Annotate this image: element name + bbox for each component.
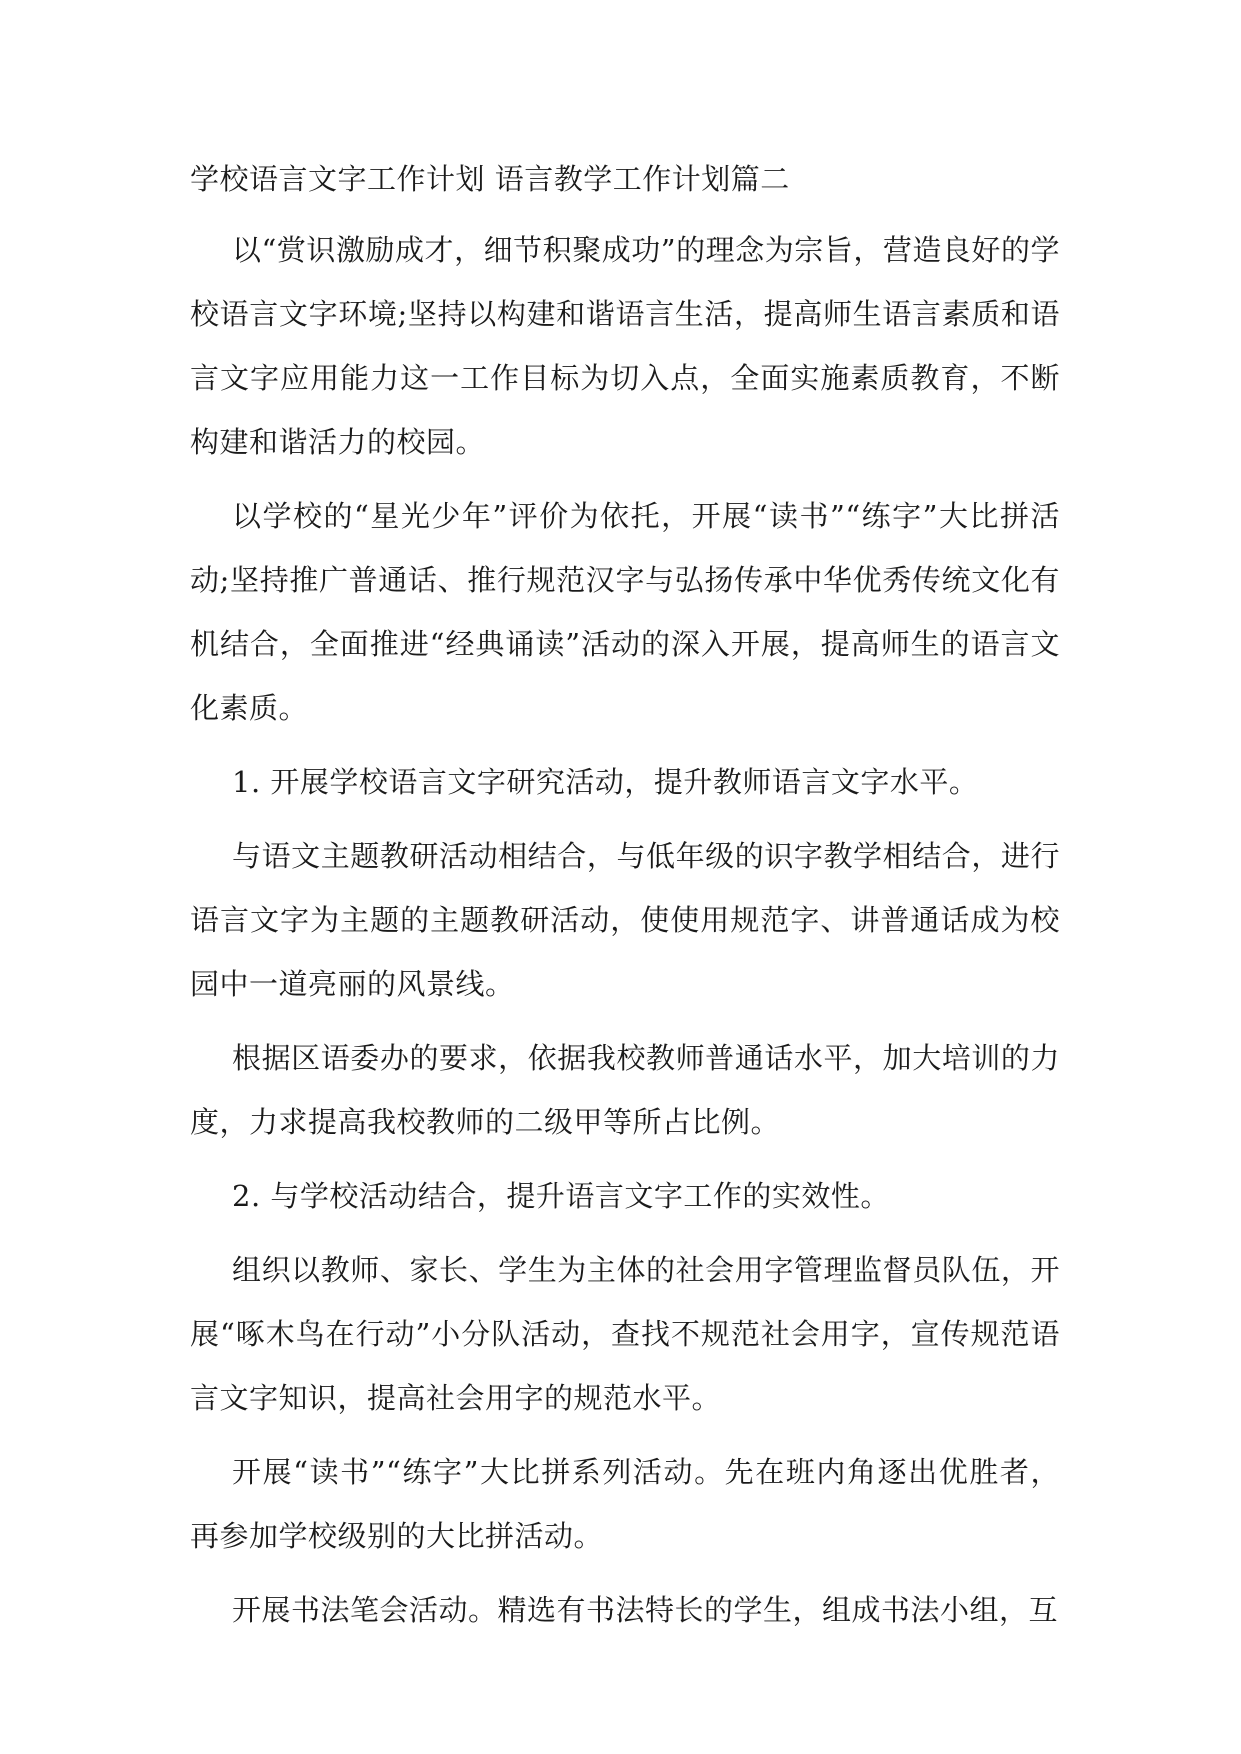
paragraph-1: 以“赏识激励成才，细节积聚成功”的理念为宗旨，营造良好的学校语言文字环境;坚持以构建和谐语言生活，提高师生语言素质和语言文字应用能力这一工作目标为切入点，全面实施素质教育，不断构建和谐活力的校园。 [190,233,1060,459]
paragraph-2: 以学校的“星光少年”评价为依托，开展“读书”“练字”大比拼活动;坚持推广普通话、推行规范汉字与弘扬传承中华优秀传统文化有机结合，全面推进“经典诵读”活动的深入开展，提高师生的语言文化素质。 [190,499,1060,725]
paragraph-6: 2. 与学校活动结合，提升语言文字工作的实效性。 [232,1179,890,1213]
paragraph-9: 开展书法笔会活动。精选有书法特长的学生，组成书法小组，互 [232,1593,1059,1627]
paragraph-3: 1. 开展学校语言文字研究活动，提升教师语言文字水平。 [232,765,979,799]
document-title: 学校语言文字工作计划 语言教学工作计划篇二 [190,162,790,196]
paragraph-4: 与语文主题教研活动相结合，与低年级的识字教学相结合，进行语言文字为主题的主题教研活动，使使用规范字、讲普通话成为校园中一道亮丽的风景线。 [190,839,1060,1001]
paragraph-5: 根据区语委办的要求，依据我校教师普通话水平，加大培训的力度，力求提高我校教师的二级甲等所占比例。 [190,1041,1060,1139]
paragraph-8: 开展“读书”“练字”大比拼系列活动。先在班内角逐出优胜者，再参加学校级别的大比拼活动。 [190,1455,1060,1553]
document-body [190,156,1060,1652]
paragraph-7: 组织以教师、家长、学生为主体的社会用字管理监督员队伍，开展“啄木鸟在行动”小分队活动，查找不规范社会用字，宣传规范语言文字知识，提高社会用字的规范水平。 [190,1253,1060,1415]
